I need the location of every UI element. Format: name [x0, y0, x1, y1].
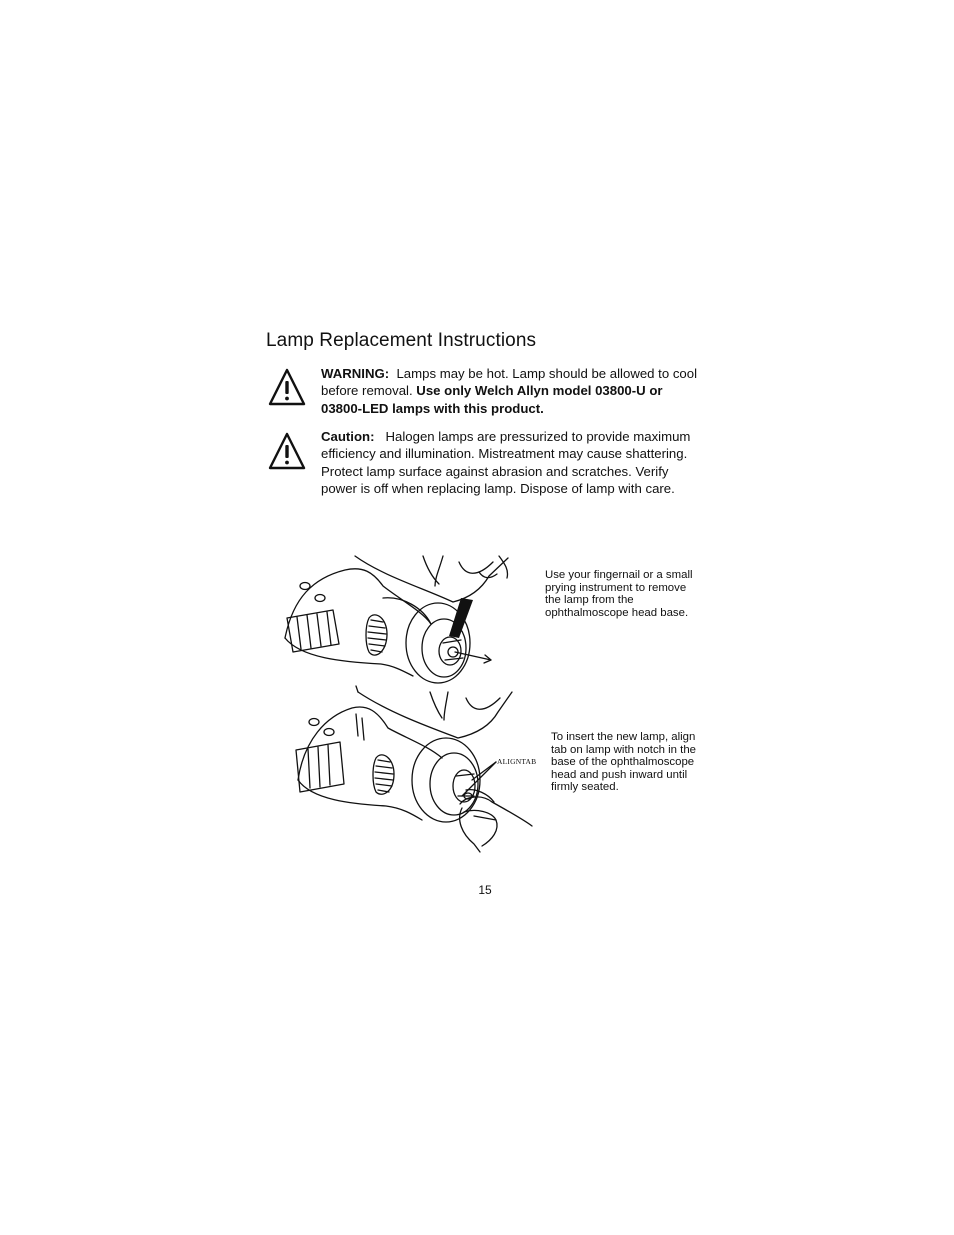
caution-notice [321, 428, 699, 497]
page-title: Lamp Replacement Instructions [266, 330, 537, 351]
page-number: 15 [478, 883, 492, 897]
warning-label: WARNING: [321, 366, 390, 381]
caution-text: Halogen lamps are pressurized to provide maximum efficiency and illumination. Mistreatment may cause shattering. Protect lamp surface against abrasion and scratches. Verify power is off when replacing lamp. Dispose of lamp with care. [321, 429, 691, 496]
insertion-caption: To insert the new lamp, align tab on lamp with notch in the base of the ophthalmoscope head and push inward until firmly seated. [551, 731, 697, 794]
warning-text: Lamps may be hot. Lamp should be allowed to cool before removal. [321, 366, 698, 399]
removal-caption: Use your fingernail or a small prying instrument to remove the lamp from the ophthalmoscope head base. [545, 569, 693, 619]
lamp-removal-illustration [283, 548, 513, 690]
warning-triangle-icon [267, 367, 307, 407]
warning-triangle-icon [267, 431, 307, 471]
align-tab-label: ALIGNTAB [497, 757, 537, 766]
caution-label: Caution: [321, 429, 375, 444]
lamp-insertion-illustration [296, 684, 536, 854]
warning-bold-text: Use only Welch Allyn model 03800-U or 03800-LED lamps with this product. [321, 383, 663, 416]
warning-notice [321, 365, 706, 417]
